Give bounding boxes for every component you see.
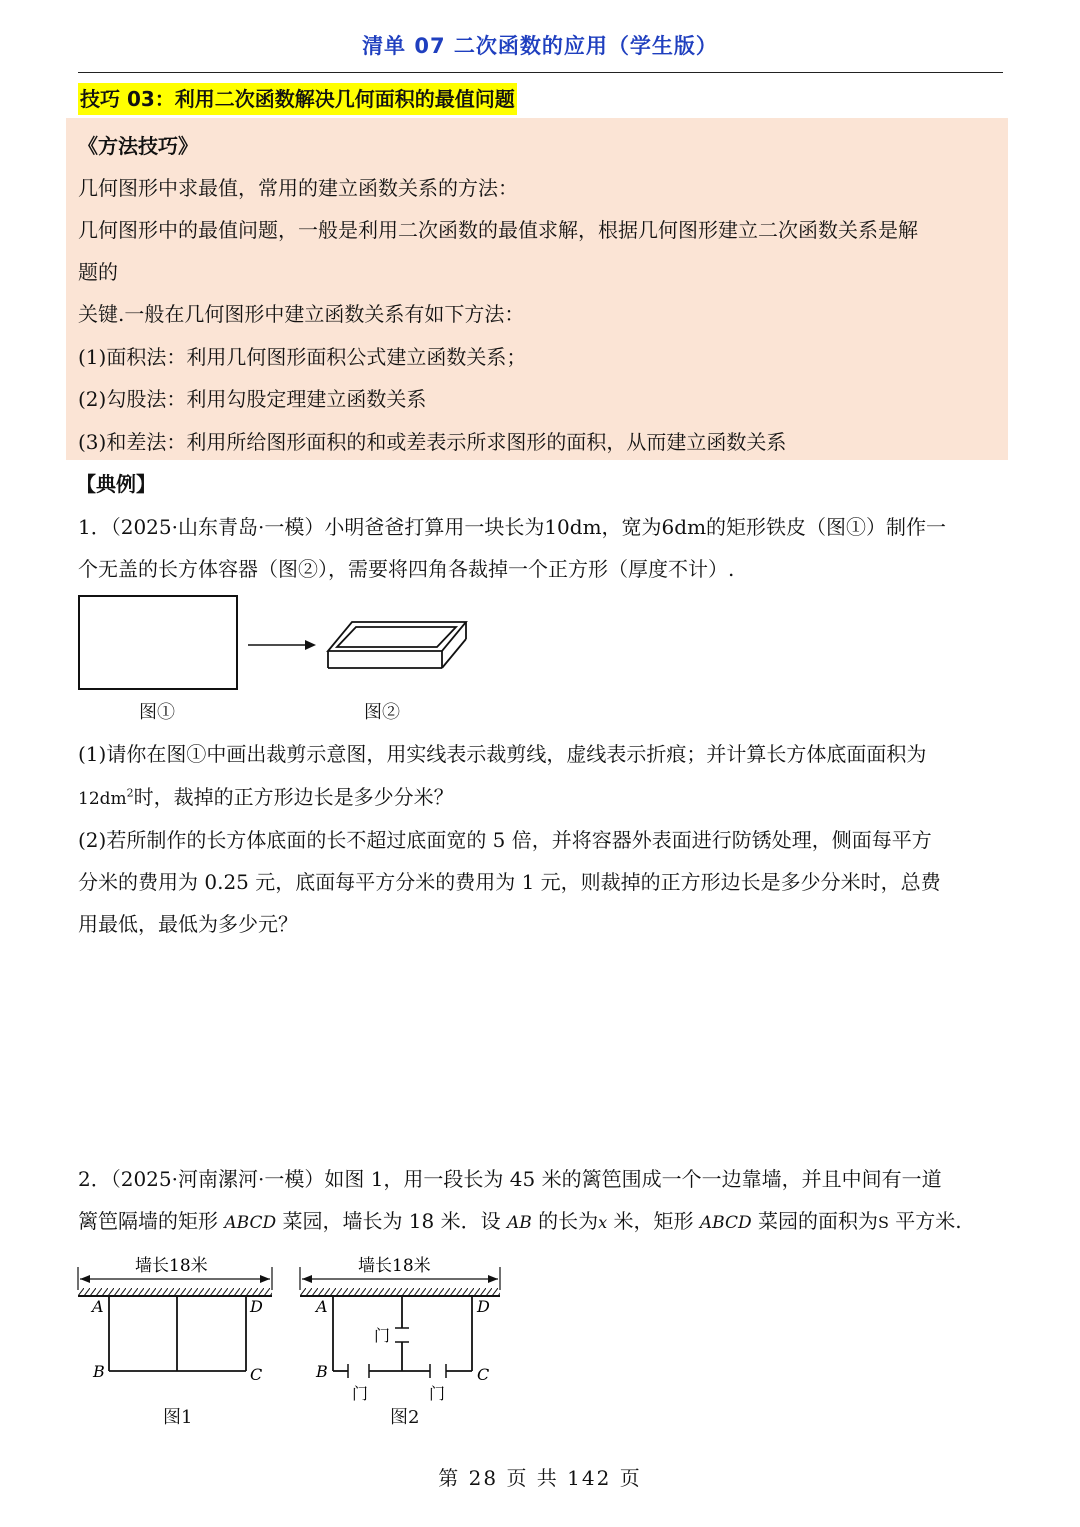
method-line: 几何图形中求最值，常用的建立函数关系的方法： [78, 176, 518, 200]
method-line: (2)勾股法：利用勾股定理建立函数关系 [78, 387, 427, 411]
figure-1-caption: 图1 [163, 1407, 193, 1428]
method-line: (3)和差法：利用所给图形面积的和或差表示所求图形的面积，从而建立函数关系 [78, 430, 787, 454]
label-ab: AB [506, 1213, 532, 1233]
door-label: 门 [352, 1384, 369, 1403]
text-span: 的长为 [531, 1209, 599, 1233]
vertex-a: A [92, 1297, 104, 1316]
vertex-b: B [316, 1362, 328, 1381]
text-span: 菜园，墙长为 18 米．设 [276, 1209, 507, 1233]
figure-1 [78, 1267, 272, 1371]
vertex-c: C [250, 1365, 263, 1384]
door-label: 门 [429, 1384, 446, 1403]
text-span: 篱笆隔墙的矩形 [78, 1209, 225, 1233]
skill-title: 技巧 03：利用二次函数解决几何面积的最值问题 [78, 83, 517, 115]
figure-2 [300, 1267, 500, 1378]
figure-2-caption: 图2 [390, 1407, 420, 1428]
example-heading: 【典例】 [76, 472, 156, 496]
vertex-d: D [250, 1297, 263, 1316]
question-2-line3: 用最低，最低为多少元？ [78, 912, 298, 936]
figure-1-caption: 图① [139, 702, 175, 723]
method-line: 题的 [78, 260, 118, 284]
method-line: 关键.一般在几何图形中建立函数关系有如下方法： [78, 302, 525, 326]
question-2-line1: (2)若所制作的长方体底面的长不超过底面宽的 5 倍，并将容器外表面进行防锈处理，侧面每平方 [78, 828, 932, 852]
question-2-line2: 分米的费用为 0.25 元，底面每平方分米的费用为 1 元，则裁掉的正方形边长是多少分米时，总费 [78, 870, 941, 894]
problem1-line1: 1．（2025·山东青岛·一模）小明爸爸打算用一块长为10dm，宽为6dm的矩形铁皮（图①）制作一 [78, 515, 947, 539]
text-span: 菜园的面积为 [751, 1209, 878, 1233]
area-exponent: 2 [126, 786, 134, 800]
variable-x: x [598, 1213, 608, 1232]
page-header-title: 清单 07 二次函数的应用（学生版） [362, 34, 718, 58]
text-span: 平方米. [888, 1209, 962, 1233]
area-value: 12dm [78, 789, 127, 809]
vertex-b: B [93, 1362, 105, 1381]
method-line: 几何图形中的最值问题，一般是利用二次函数的最值求解，根据几何图形建立二次函数关系是解 [78, 218, 918, 242]
page-footer: 第 28 页 共 142 页 [438, 1466, 642, 1490]
label-abcd: ABCD [224, 1213, 277, 1233]
figure-2-caption: 图② [364, 702, 400, 723]
vertex-d: D [477, 1297, 490, 1316]
label-abcd: ABCD [699, 1213, 752, 1233]
question-1-tail: 时，裁掉的正方形边长是多少分米？ [133, 785, 454, 809]
vertex-c: C [477, 1365, 490, 1384]
text-span: 米，矩形 [607, 1209, 700, 1233]
method-line: (1)面积法：利用几何图形面积公式建立函数关系； [78, 345, 527, 369]
door-label: 门 [374, 1326, 391, 1345]
problem1-line2: 个无盖的长方体容器（图②），需要将四角各裁掉一个正方形（厚度不计）. [78, 557, 735, 581]
method-heading: 《方法技巧》 [78, 134, 198, 158]
question-1-line1: (1)请你在图①中画出裁剪示意图，用实线表示裁剪线，虚线表示折痕；并计算长方体底面面积为 [78, 742, 927, 766]
variable-s: S [877, 1213, 889, 1232]
wall-label: 墙长18米 [358, 1256, 431, 1276]
wall-label: 墙长18米 [135, 1256, 208, 1276]
vertex-a: A [316, 1297, 328, 1316]
problem2-line1: 2．（2025·河南漯河·一模）如图 1，用一段长为 45 米的篱笆围成一个一边靠墙，并且中间有一道 [78, 1167, 942, 1191]
